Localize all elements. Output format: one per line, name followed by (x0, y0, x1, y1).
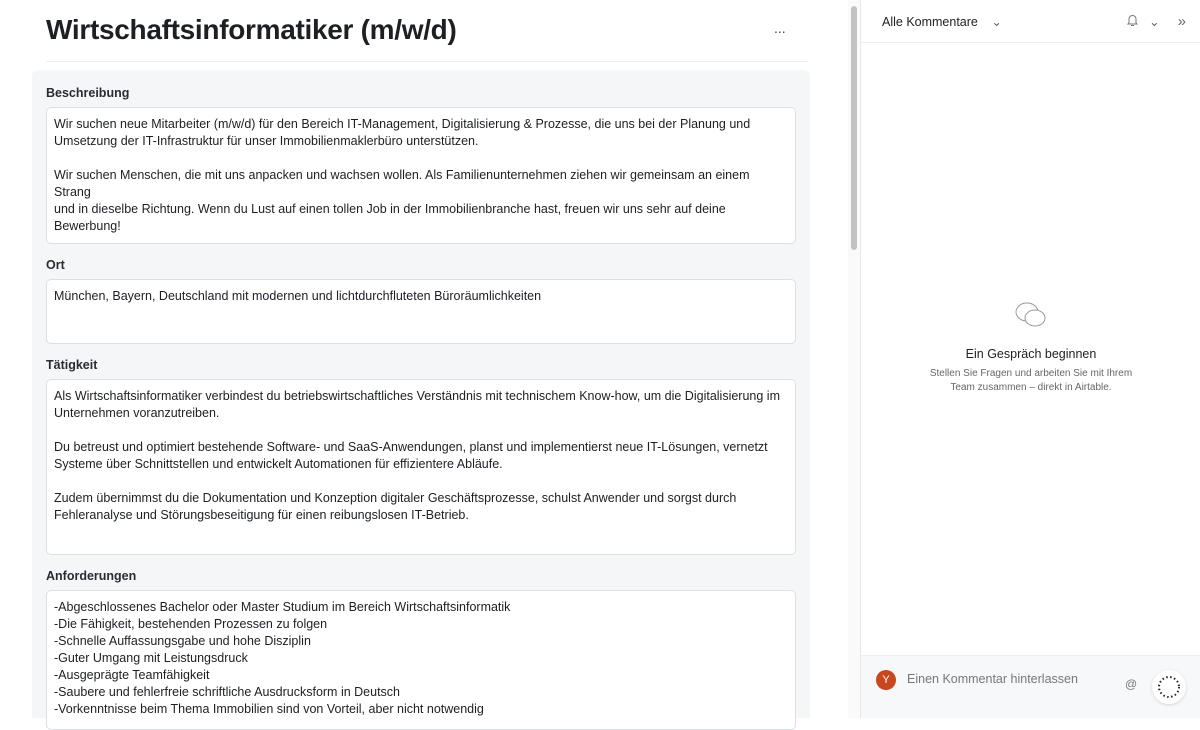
divider (46, 61, 808, 62)
bell-icon[interactable] (1126, 13, 1139, 30)
scrollbar-thumb[interactable] (851, 6, 857, 250)
collapse-panel-icon[interactable]: » (1177, 12, 1186, 30)
field-input[interactable]: Als Wirtschaftsinformatiker verbindest du betriebswirtschaftliches Verständnis mit technischem Know-how, um die Digitalisierung im Unternehmen voranzutreiben. Du betreust und optimiert bestehende Software- und SaaS-Anwendungen, planst und implementierst neue IT-Lösungen, vernetzt Systeme über Schnittstellen und entwickelt Automationen für effizientere Abläufe. Zudem übernimmst du die Dokumentation und Konzeption digitaler Geschäftsprozesse, schulst Anwender und sorgst durch Fehleranalyse und Störungsbeseitigung für einen reibungslosen IT-Betrieb. (46, 379, 796, 555)
empty-title: Ein Gespräch beginnen (965, 347, 1097, 361)
empty-text: Stellen Sie Fragen und arbeiten Sie mit Ihrem Team zusammen – direkt in Airtable. (929, 368, 1133, 393)
field-input[interactable]: Wir suchen neue Mitarbeiter (m/w/d) für den Bereich IT-Management, Digitalisierung & Prozesse, die uns bei der Planung und Umsetzung der IT-Infrastruktur für unser Immobilienmaklerbüro unterstützen. Wir suchen Menschen, die mit uns anpacken und wachsen wollen. Als Familienunternehmen ziehen wir gemeinsam an einem Strang und in dieselbe Richtung. Wenn du Lust auf einen tollen Job in der Immobilienbranche hast, freuen wir uns sehr auf deine Bewerbung! (46, 107, 796, 244)
chevron-down-icon[interactable]: ⌄ (1149, 14, 1160, 29)
chat-bubbles-icon (1014, 300, 1048, 330)
comment-input[interactable]: Einen Kommentar hinterlassen (907, 672, 1078, 686)
field-input[interactable]: München, Bayern, Deutschland mit modernen und lichtdurchfluteten Büroräumlichkeiten (46, 279, 796, 344)
comments-panel (860, 0, 1200, 718)
field-taetigkeit (46, 358, 796, 555)
field-label: Beschreibung (46, 86, 130, 100)
page-title: Wirtschaftsinformatiker (m/w/d) (46, 14, 457, 45)
field-anforderungen (46, 569, 796, 730)
comment-filter-dropdown[interactable] (882, 14, 1002, 29)
field-label: Ort (46, 258, 65, 272)
field-input[interactable]: -Abgeschlossenes Bachelor oder Master Studium im Bereich Wirtschaftsinformatik -Die Fähigkeit, bestehenden Prozessen zu folgen -Schnelle Auffassungsgabe und hohe Disziplin -Guter Umgang mit Leistungsdruck -Ausgeprägte Teamfähigkeit -Saubere und fehlerfreie schriftliche Ausdrucksform in Deutsch -Vorkenntnisse beim Thema Immobilien sind von Vorteil, aber nicht notwendig (46, 590, 796, 730)
filter-label: Alle Kommentare (882, 14, 978, 29)
field-ort (46, 258, 796, 344)
comment-composer (861, 655, 1200, 718)
more-options-button[interactable]: ... (774, 20, 786, 36)
chevron-down-icon: ⌄ (991, 14, 1002, 29)
field-label: Tätigkeit (46, 358, 98, 372)
field-label: Anforderungen (46, 569, 137, 583)
loading-spinner-icon (1152, 670, 1186, 704)
empty-state (861, 300, 1200, 395)
field-beschreibung (46, 86, 796, 244)
mention-button[interactable]: @ (1125, 677, 1138, 691)
avatar: Y (876, 670, 896, 690)
fields-card (32, 70, 810, 718)
scrollbar[interactable] (848, 0, 860, 718)
comments-header (861, 0, 1200, 43)
